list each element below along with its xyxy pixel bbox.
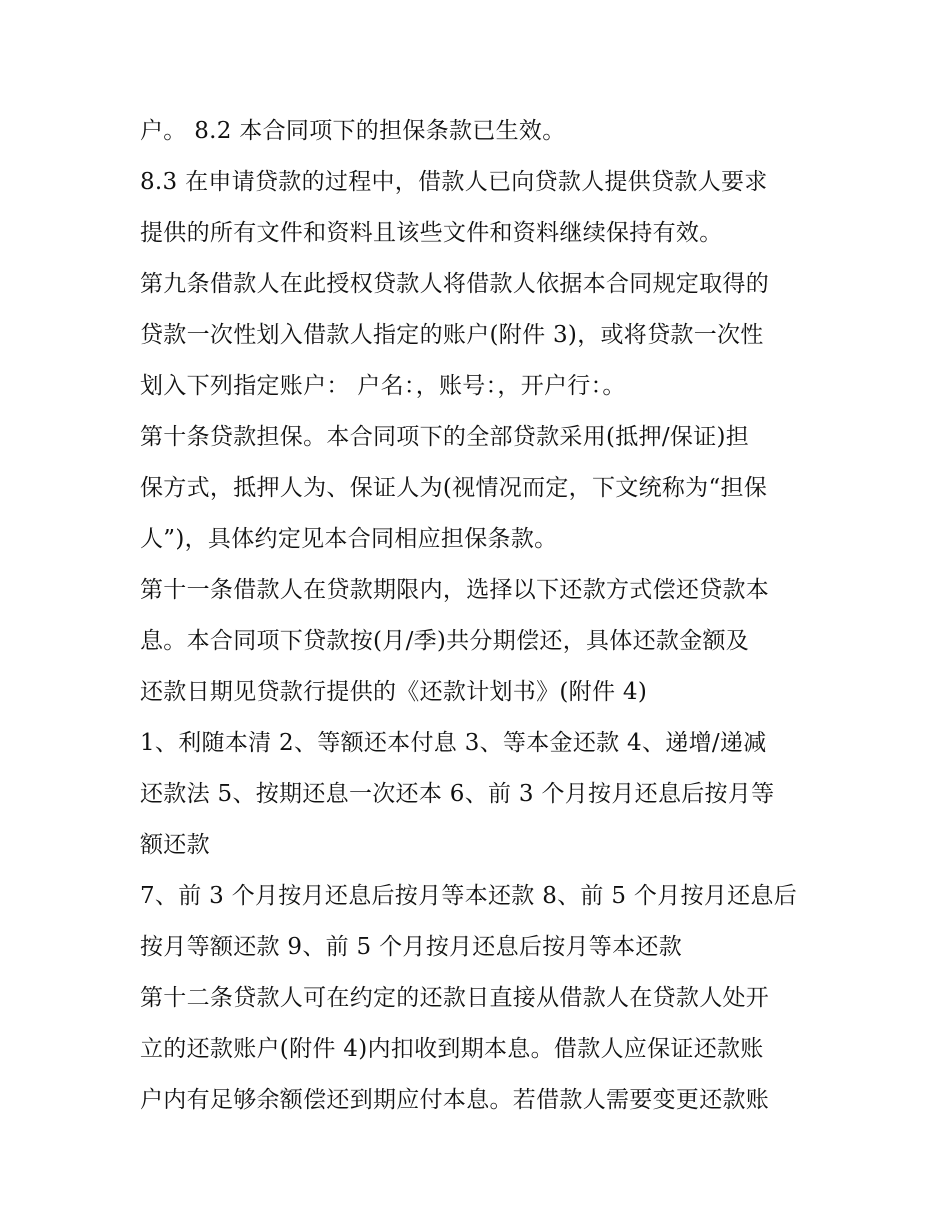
text-line: 7、前 3 个月按月还息后按月等本还款 8、前 5 个月按月还息后 xyxy=(140,883,797,909)
text-line: 第十二条贷款人可在约定的还款日直接从借款人在贷款人处开 xyxy=(140,985,770,1011)
text-line: 立的还款账户(附件 4)内扣收到期本息。借款人应保证还款账 xyxy=(140,1036,764,1062)
text-line: 还款法 5、按期还息一次还本 6、前 3 个月按月还息后按月等 xyxy=(140,781,775,807)
text-line: 息。本合同项下贷款按(月/季)共分期偿还，具体还款金额及 xyxy=(140,628,750,654)
text-line: 人”)，具体约定见本合同相应担保条款。 xyxy=(140,526,558,552)
text-line: 保方式，抵押人为、保证人为(视情况而定，下文统称为“担保 xyxy=(140,475,768,501)
text-line: 第十条贷款担保。本合同项下的全部贷款采用(抵押/保证)担 xyxy=(140,424,750,450)
text-line: 额还款 xyxy=(140,832,210,858)
text-line: 户内有足够余额偿还到期应付本息。若借款人需要变更还款账 xyxy=(140,1087,770,1113)
text-line: 8.3 在申请贷款的过程中，借款人已向贷款人提供贷款人要求 xyxy=(140,169,768,195)
text-line: 第九条借款人在此授权贷款人将借款人依据本合同规定取得的 xyxy=(140,271,770,297)
text-line: 1、利随本清 2、等额还本付息 3、等本金还款 4、递增/递减 xyxy=(140,730,767,756)
text-line: 按月等额还款 9、前 5 个月按月还息后按月等本还款 xyxy=(140,934,682,960)
text-line: 提供的所有文件和资料且该些文件和资料继续保持有效。 xyxy=(140,220,723,246)
text-line: 贷款一次性划入借款人指定的账户(附件 3)，或将贷款一次性 xyxy=(140,322,764,348)
document-body xyxy=(140,106,830,1126)
text-line: 还款日期见贷款行提供的《还款计划书》(附件 4) xyxy=(140,679,648,705)
text-line: 户。 8.2 本合同项下的担保条款已生效。 xyxy=(140,118,566,144)
text-line: 第十一条借款人在贷款期限内，选择以下还款方式偿还贷款本 xyxy=(140,577,770,603)
text-line: 划入下列指定账户： 户名：，账号：，开户行：。 xyxy=(140,373,626,399)
